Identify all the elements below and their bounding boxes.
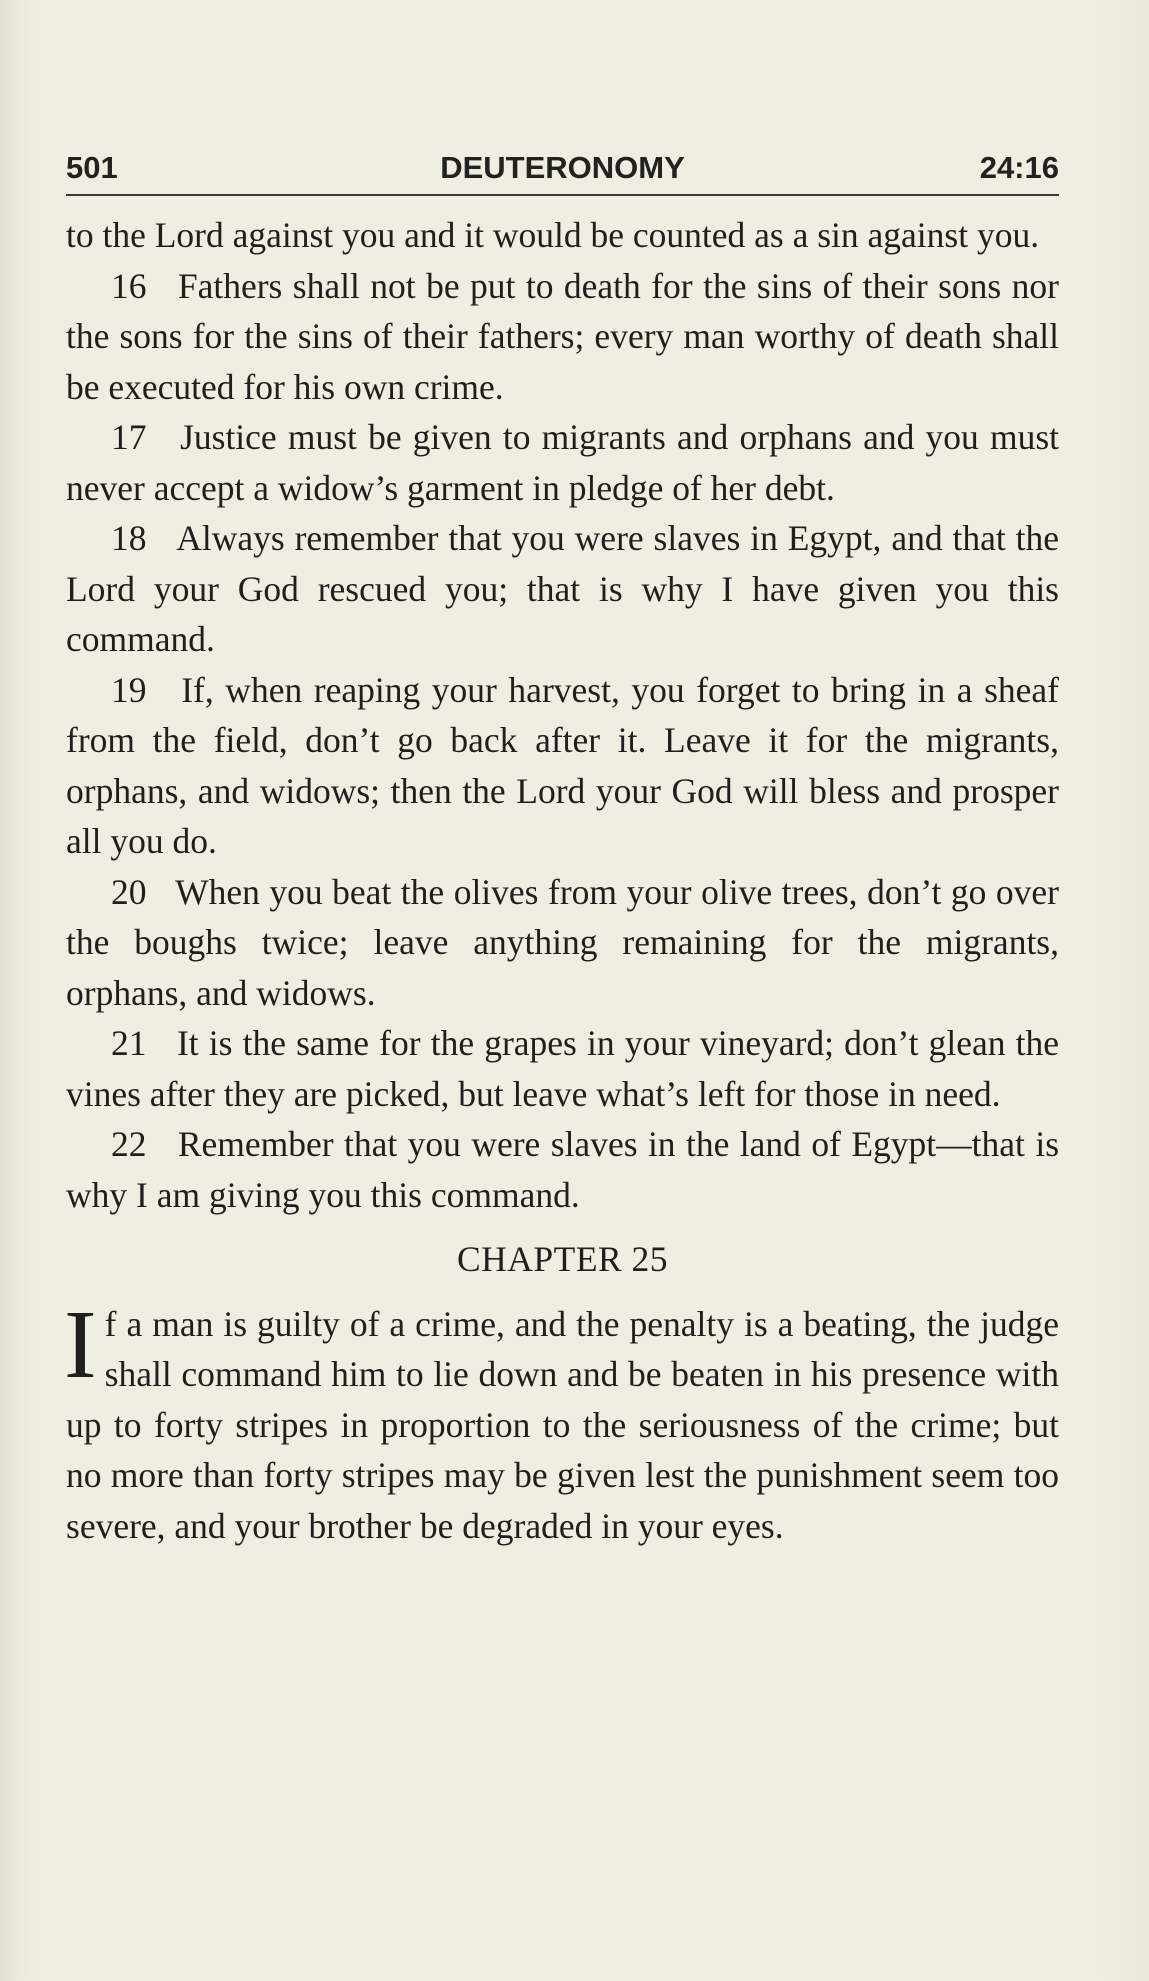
verse-number: 16	[111, 265, 147, 306]
verse-number: 21	[111, 1023, 147, 1063]
book-title: DEUTERONOMY	[440, 150, 685, 185]
verse-21	[66, 1018, 1059, 1119]
verse-22	[66, 1119, 1059, 1220]
chapter-heading: CHAPTER 25	[456, 1239, 669, 1279]
verse-text: It is the same for the grapes in your vineyard; don’t glean the vines after they are picked, but leave what’s left for those in need.	[66, 1023, 1060, 1114]
page-number: 501	[66, 150, 118, 185]
continuation-paragraph: to the Lord against you and it would be counted as a sin against you.	[66, 215, 1040, 255]
verse-text: When you beat the olives from your olive trees, don’t go over the boughs twice; leave anything remaining for the migrants, orphans, and widows.	[66, 871, 1059, 1013]
body-text	[66, 210, 1059, 1551]
verse-text: Always remember that you were slaves in Egypt, and that the Lord your God rescued you; that is why I have given you this command.	[66, 518, 1059, 659]
verse-number: 19	[111, 669, 147, 710]
running-header	[66, 144, 1059, 196]
verse-text: If, when reaping your harvest, you forget to bring in a sheaf from the field, don’t go back after it. Leave it for the migrants, orphans, and widows; then the Lord your God will bless and prosper all you do.	[66, 669, 1060, 861]
verse-number: 17	[111, 417, 147, 457]
chapter-opening-text: f a man is guilty of a crime, and the penalty is a beating, the judge shall command him to lie down and be beaten in his presence with up to forty stripes in proportion to the seriousness of the crime; but no more than forty stripes may be given lest the punishment seem too severe, and your brother be degraded in your eyes.	[66, 1303, 1059, 1546]
verse-text: Fathers shall not be put to death for the sins of their sons nor the sons for the sins of their fathers; every man worthy of death shall be executed for his own crime.	[66, 265, 1059, 407]
verse-19	[66, 665, 1059, 867]
verse-text: Remember that you were slaves in the land of Egypt—that is why I am giving you this command.	[66, 1124, 1060, 1215]
verse-text: Justice must be given to migrants and orphans and you must never accept a widow’s garment in pledge of her debt.	[66, 417, 1059, 508]
chapter-opening-paragraph	[64, 1290, 1059, 1552]
verse-number: 18	[111, 518, 147, 558]
verse-number: 20	[111, 871, 147, 912]
verse-number: 22	[111, 1124, 147, 1164]
verse-17	[66, 412, 1059, 513]
verse-20	[66, 867, 1059, 1019]
verse-18	[66, 513, 1059, 665]
verse-16	[66, 261, 1059, 413]
drop-cap-letter: I	[64, 1290, 97, 1399]
chapter-verse-reference: 24:16	[979, 150, 1059, 185]
